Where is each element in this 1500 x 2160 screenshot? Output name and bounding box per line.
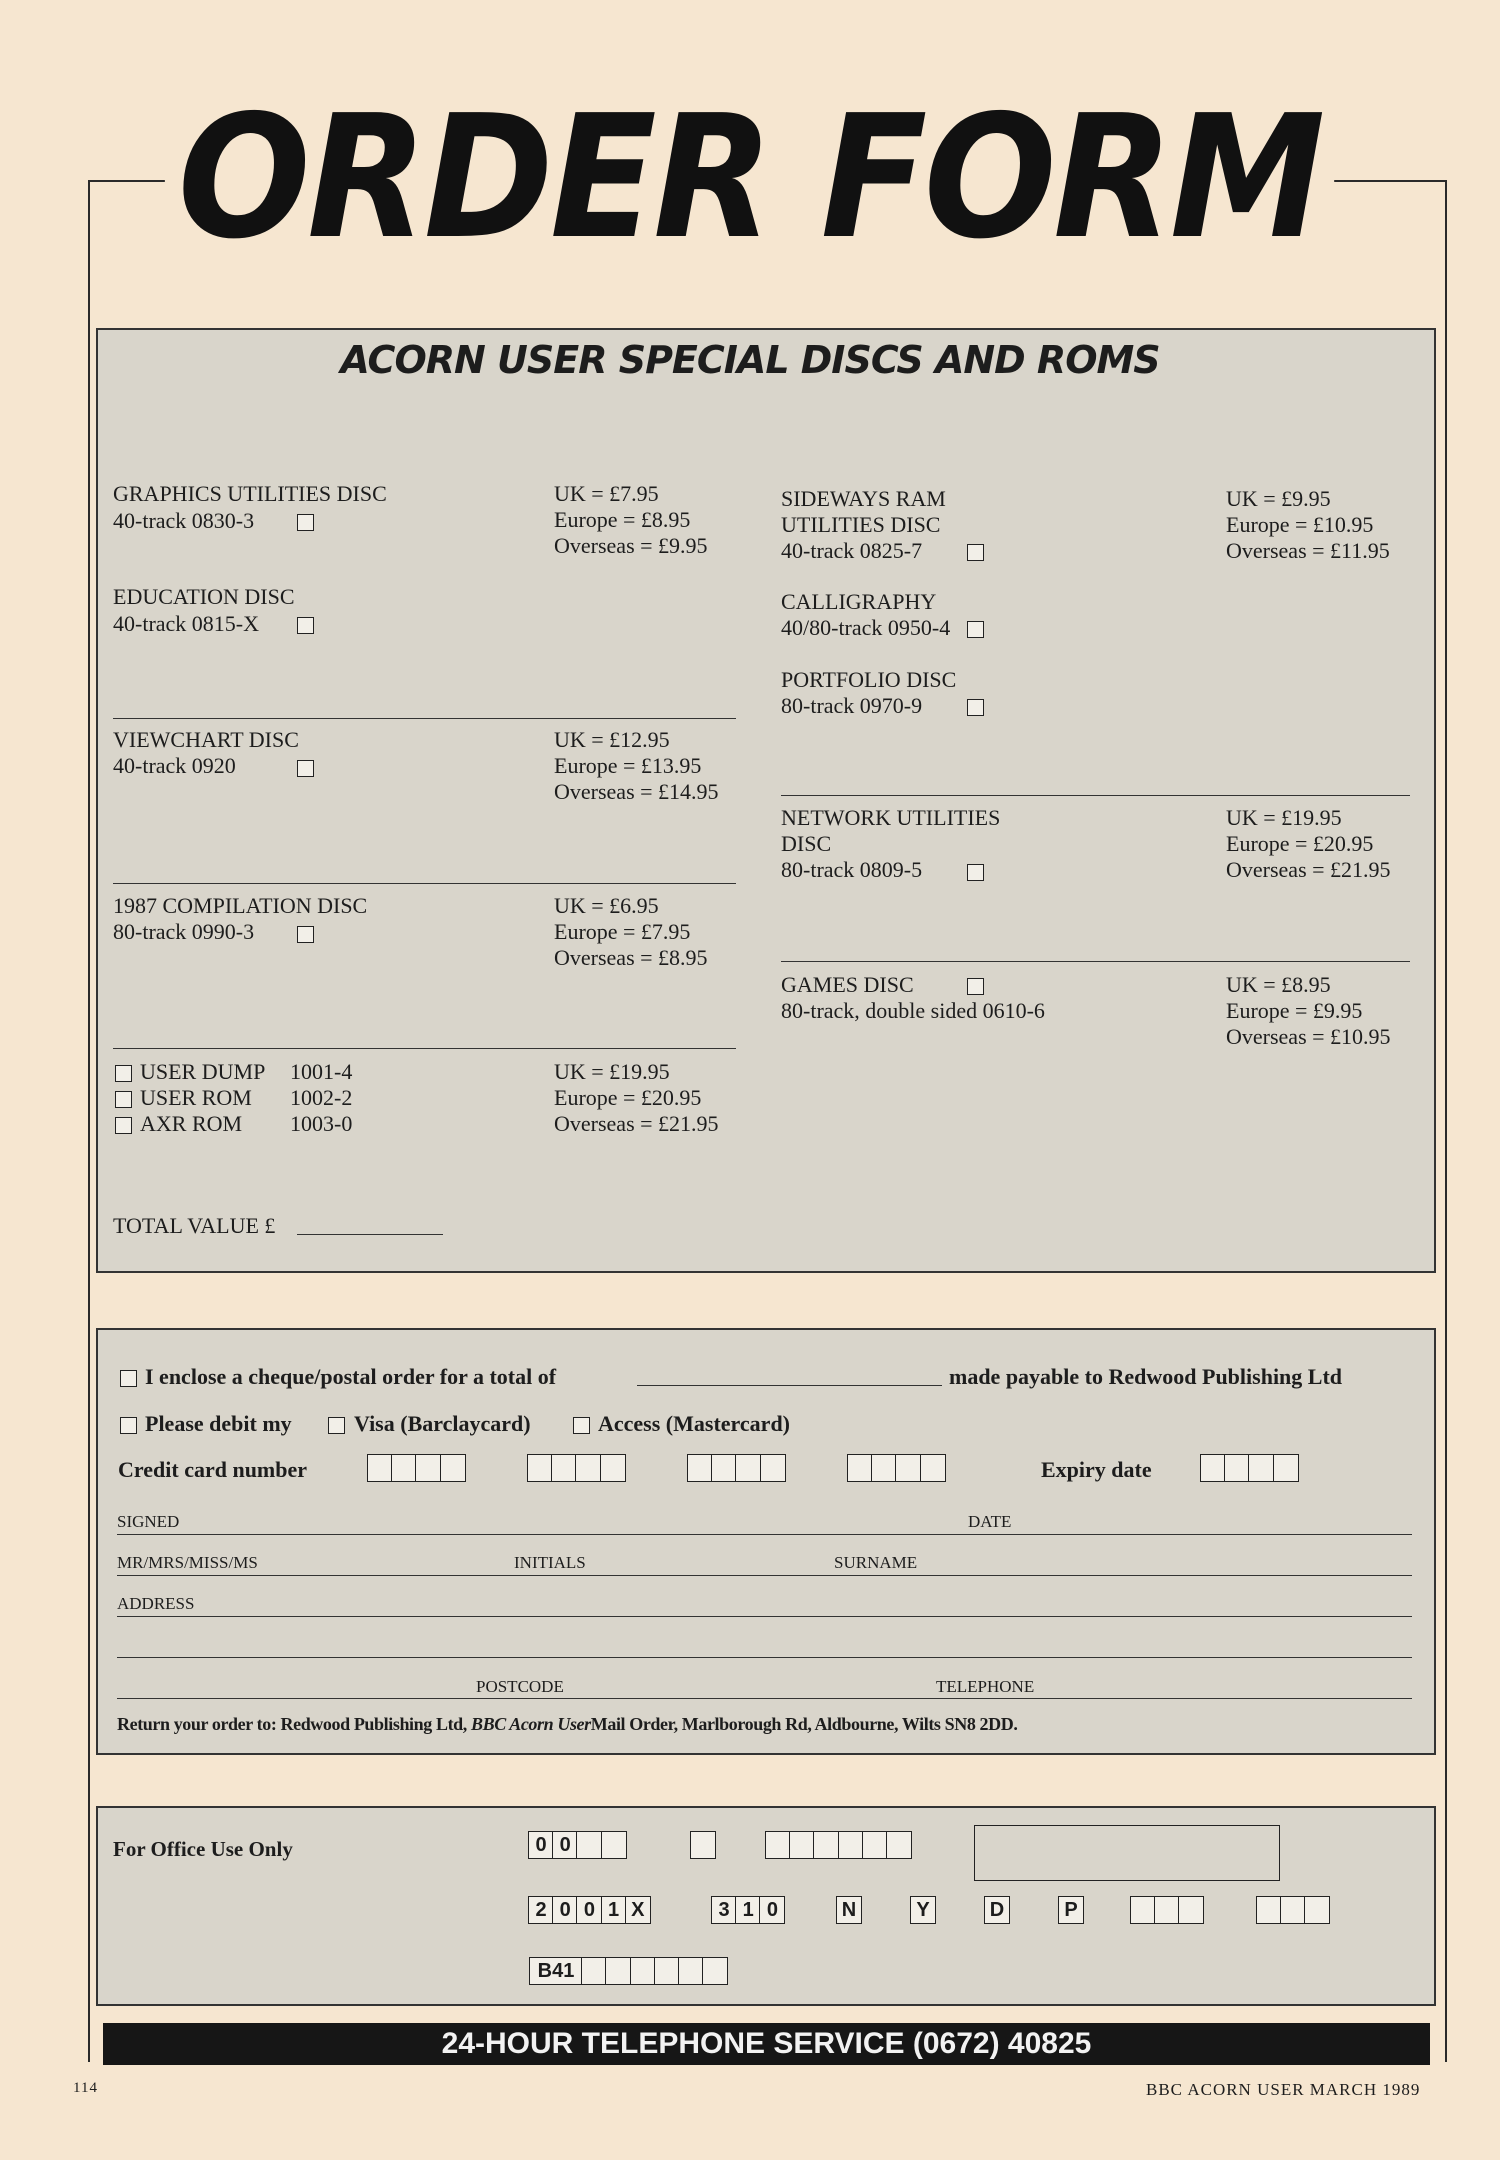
compilation-disc-name: 1987 COMPILATION DISC [113,893,368,918]
education-disc-code: 40-track 0815-X [113,611,260,636]
viewchart-price-europe: Europe = £13.95 [554,753,702,778]
sideways-disc-name-line1: SIDEWAYS RAM [781,486,946,511]
network-price-overseas: Overseas = £21.95 [1226,857,1391,882]
signature-line[interactable] [117,1534,1412,1535]
postcode-line[interactable] [117,1698,1412,1699]
postcode-label: POSTCODE [476,1677,564,1696]
signed-label: SIGNED [117,1512,180,1531]
divider [113,1048,736,1049]
office-stamp-box [974,1825,1280,1881]
sideways-disc-code: 40-track 0825-7 [781,538,923,563]
roms-price-europe: Europe = £20.95 [554,1085,702,1110]
access-label: Access (Mastercard) [598,1411,791,1436]
user-rom-name: USER ROM [140,1085,252,1110]
sideways-price-overseas: Overseas = £11.95 [1226,538,1390,563]
cheque-label: I enclose a cheque/postal order for a total of [145,1364,557,1389]
axr-rom-code: 1003-0 [290,1111,353,1136]
network-price-europe: Europe = £20.95 [1226,831,1374,856]
divider [113,718,736,719]
cheque-amount-field[interactable] [637,1385,942,1386]
compilation-price-europe: Europe = £7.95 [554,919,691,944]
telephone-label: TELEPHONE [936,1677,1035,1696]
graphics-disc-checkbox[interactable] [297,514,314,531]
address-line-2[interactable] [117,1657,1412,1658]
office-box-row1-c [765,1831,912,1859]
cheque-checkbox[interactable] [120,1370,137,1387]
sideways-price-europe: Europe = £10.95 [1226,512,1374,537]
debit-label: Please debit my [145,1411,292,1436]
divider [781,961,1410,962]
cheque-payable-label: made payable to Redwood Publishing Ltd [949,1364,1343,1389]
viewchart-price-uk: UK = £12.95 [554,727,670,752]
games-disc-code: 80-track, double sided 0610-6 [781,998,1045,1023]
graphics-price-uk: UK = £7.95 [554,481,659,506]
title-label: MR/MRS/MISS/MS [117,1553,258,1572]
roms-price-uk: UK = £19.95 [554,1059,670,1084]
return-address-rest: Mail Order, Marlborough Rd, Aldbourne, Wilts SN8 2DD. [590,1714,1018,1734]
office-box-row2-b [711,1896,785,1924]
viewchart-disc-name: VIEWCHART DISC [113,727,299,752]
office-box-row2-a [528,1896,651,1924]
user-dump-name: USER DUMP [140,1059,266,1084]
date-label: DATE [968,1512,1012,1531]
office-box-row2-d [1256,1896,1330,1924]
user-dump-code: 1001-4 [290,1059,353,1084]
portfolio-disc-checkbox[interactable] [967,699,984,716]
games-disc-checkbox[interactable] [967,978,984,995]
office-digit: 0 [759,1896,785,1924]
total-value-label: TOTAL VALUE £ [113,1213,276,1238]
access-checkbox[interactable] [573,1417,590,1434]
card-number-label: Credit card number [118,1457,308,1482]
expiry-date-boxes[interactable] [1200,1454,1299,1482]
calligraphy-disc-name: CALLIGRAPHY [781,589,937,614]
card-number-group-3[interactable] [687,1454,786,1482]
expiry-label: Expiry date [1041,1457,1152,1482]
network-disc-checkbox[interactable] [967,864,984,881]
education-disc-name: EDUCATION DISC [113,584,295,609]
visa-label: Visa (Barclaycard) [354,1411,531,1436]
office-digit: 3 [711,1896,737,1924]
axr-rom-checkbox[interactable] [115,1117,132,1134]
network-disc-code: 80-track 0809-5 [781,857,923,882]
office-digit: 0 [552,1896,578,1924]
total-value-field[interactable] [297,1234,443,1235]
network-price-uk: UK = £19.95 [1226,805,1342,830]
sideways-price-uk: UK = £9.95 [1226,486,1331,511]
office-code-b41: B41 [529,1957,583,1985]
office-letter-y: Y [910,1896,936,1924]
roms-price-overseas: Overseas = £21.95 [554,1111,719,1136]
axr-rom-name: AXR ROM [140,1111,243,1136]
office-digit: 0 [528,1831,554,1859]
compilation-disc-code: 80-track 0990-3 [113,919,255,944]
compilation-price-overseas: Overseas = £8.95 [554,945,708,970]
calligraphy-disc-code: 40/80-track 0950-4 [781,615,951,640]
viewchart-disc-code: 40-track 0920 [113,753,236,778]
office-box-row2-c [1130,1896,1204,1924]
office-digit: 1 [601,1896,627,1924]
office-letter-p: P [1058,1896,1084,1924]
games-price-overseas: Overseas = £10.95 [1226,1024,1391,1049]
office-digit: 0 [576,1896,602,1924]
compilation-disc-checkbox[interactable] [297,926,314,943]
games-price-uk: UK = £8.95 [1226,972,1331,997]
address-label: ADDRESS [117,1594,195,1613]
products-heading: ACORN USER SPECIAL DISCS AND ROMS [340,338,1160,382]
debit-checkbox[interactable] [120,1417,137,1434]
return-magazine-name: BBC Acorn User [470,1714,591,1734]
office-use-label: For Office Use Only [113,1837,293,1861]
office-letter-d: D [984,1896,1010,1924]
office-digit: 2 [528,1896,554,1924]
initials-label: INITIALS [514,1553,586,1572]
page-title: ORDER FORM [165,88,1335,268]
user-rom-code: 1002-2 [290,1085,353,1110]
office-box-row1-a [528,1831,627,1859]
divider [113,883,736,884]
games-price-europe: Europe = £9.95 [1226,998,1363,1023]
return-address [117,1713,1017,1735]
office-letter-n: N [836,1896,862,1924]
name-line[interactable] [117,1575,1412,1576]
office-digit: 0 [552,1831,578,1859]
office-digit: 1 [735,1896,761,1924]
sideways-disc-name-line2: UTILITIES DISC [781,512,941,537]
visa-checkbox[interactable] [328,1417,345,1434]
sideways-disc-checkbox[interactable] [967,544,984,561]
graphics-price-overseas: Overseas = £9.95 [554,533,708,558]
return-address-text: Return your order to: Redwood Publishing Ltd, [117,1714,471,1734]
card-number-group-2[interactable] [527,1454,626,1482]
graphics-price-europe: Europe = £8.95 [554,507,691,532]
compilation-price-uk: UK = £6.95 [554,893,659,918]
education-disc-checkbox[interactable] [297,617,314,634]
portfolio-disc-code: 80-track 0970-9 [781,693,923,718]
user-dump-checkbox[interactable] [115,1065,132,1082]
viewchart-price-overseas: Overseas = £14.95 [554,779,719,804]
telephone-service-bar: 24-HOUR TELEPHONE SERVICE (0672) 40825 [103,2023,1430,2065]
calligraphy-disc-checkbox[interactable] [967,621,984,638]
network-disc-name-line2: DISC [781,831,832,856]
title-wrap [0,79,1500,277]
graphics-disc-code: 40-track 0830-3 [113,508,255,533]
payment-panel [96,1328,1436,1755]
publication-footer: BBC ACORN USER MARCH 1989 [1146,2080,1421,2099]
office-box-row3 [529,1957,728,1985]
card-number-group-1[interactable] [367,1454,466,1482]
user-rom-checkbox[interactable] [115,1091,132,1108]
viewchart-disc-checkbox[interactable] [297,760,314,777]
office-box-row1-b [690,1831,716,1859]
graphics-disc-name: GRAPHICS UTILITIES DISC [113,481,387,506]
games-disc-name: GAMES DISC [781,972,914,997]
surname-label: SURNAME [834,1553,918,1572]
address-line-1[interactable] [117,1616,1412,1617]
network-disc-name-line1: NETWORK UTILITIES [781,805,1001,830]
office-digit: X [625,1896,651,1924]
portfolio-disc-name: PORTFOLIO DISC [781,667,957,692]
card-number-group-4[interactable] [847,1454,946,1482]
divider [781,795,1410,796]
page-number: 114 [73,2080,98,2096]
